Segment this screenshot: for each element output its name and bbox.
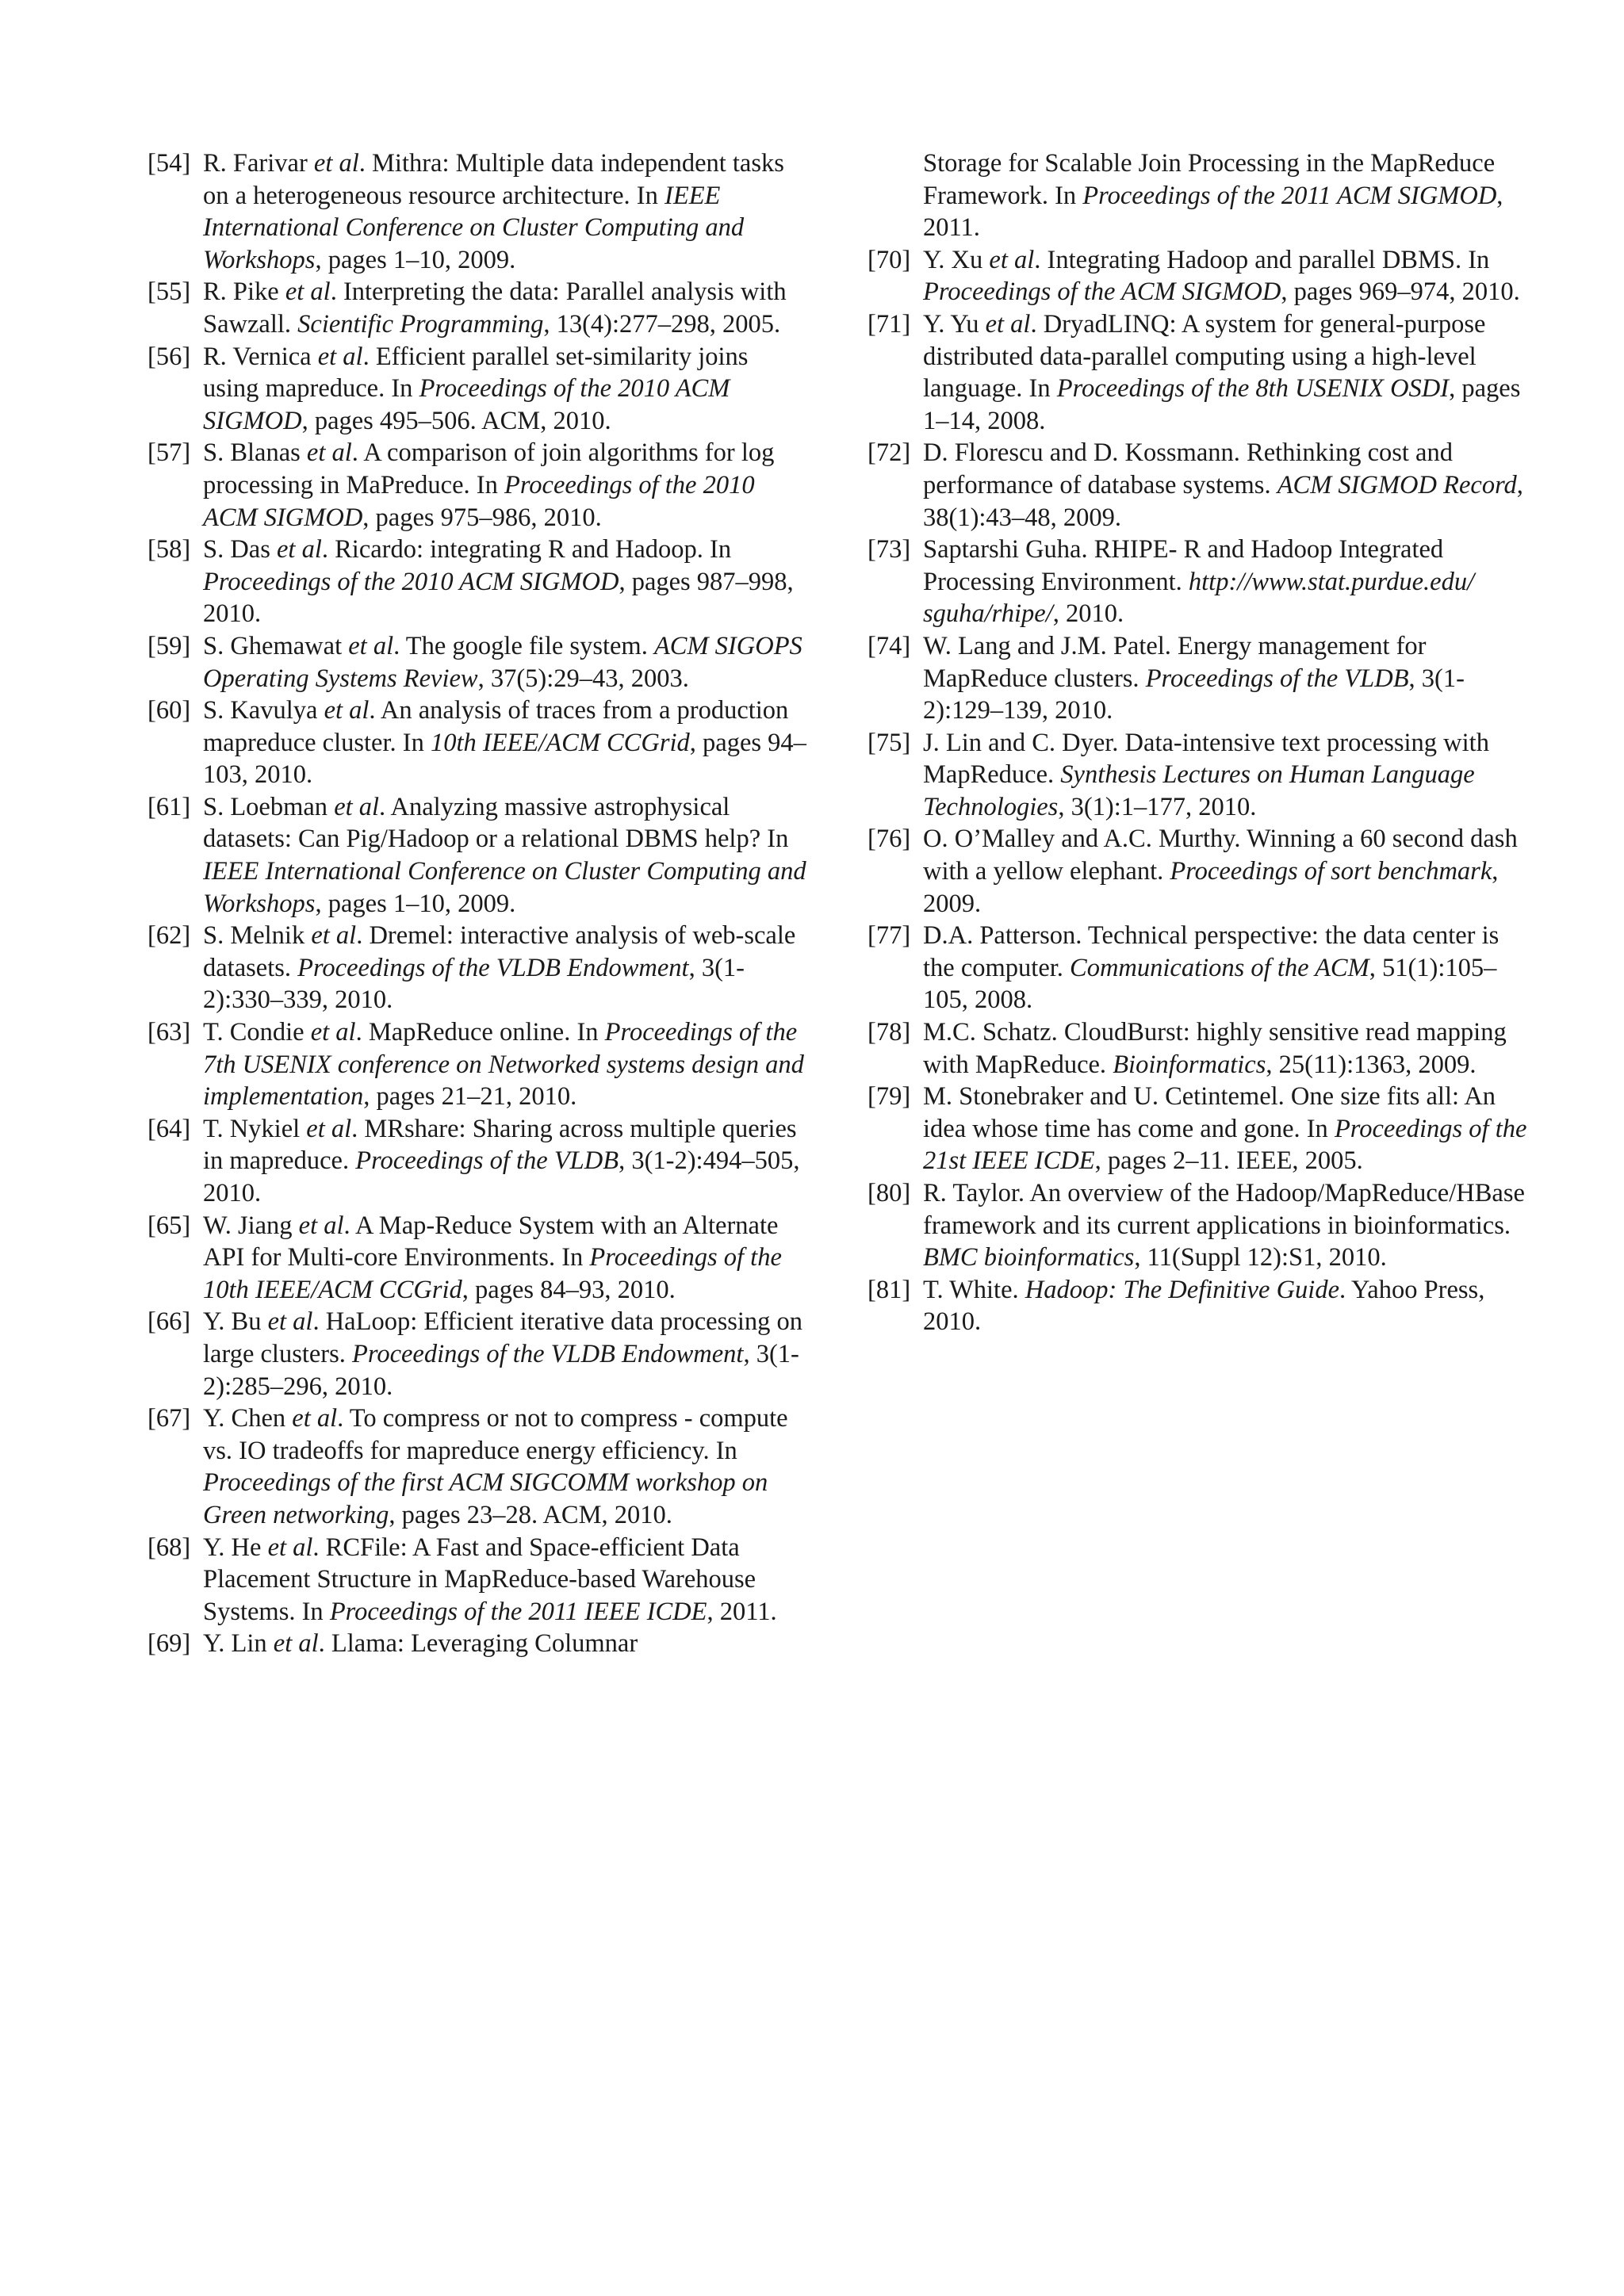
reference-segment: , 2009. <box>923 857 1499 918</box>
reference-segment: . Dremel: interactive analysis of web-scale datasets. <box>203 921 796 982</box>
reference-segment: . MapReduce online. In <box>355 1018 605 1047</box>
reference-text <box>923 437 1529 534</box>
reference-number: [62] <box>147 921 191 951</box>
reference-segment: , 3(1-2):285–296, 2010. <box>203 1339 799 1401</box>
reference-entry <box>868 437 1529 534</box>
reference-entry <box>147 920 809 1016</box>
reference-number: [80] <box>868 1179 911 1207</box>
reference-entry <box>868 308 1529 437</box>
reference-entry <box>868 534 1529 630</box>
reference-segment: O. O’Malley and A.C. Murthy. Winning a 60 second dash with a yellow elephant. <box>923 825 1518 886</box>
reference-text <box>923 308 1529 437</box>
reference-italic-segment: et al <box>306 1114 352 1143</box>
reference-number: [75] <box>868 728 911 757</box>
reference-entry <box>147 534 809 630</box>
reference-italic-segment: Synthesis Lectures on Human Language Technologies <box>923 760 1475 821</box>
reference-segment: Storage for Scalable Join Processing in the MapReduce Framework. In <box>923 149 1496 210</box>
reference-text <box>203 1532 809 1628</box>
reference-segment: . Interpreting the data: Parallel analysis with Sawzall. <box>203 277 787 339</box>
reference-entry <box>868 244 1529 308</box>
reference-text <box>203 1306 809 1402</box>
reference-text <box>923 147 1529 244</box>
reference-italic-segment: Proceedings of the VLDB <box>1145 664 1409 693</box>
reference-entry <box>147 630 809 695</box>
reference-number: [54] <box>147 149 191 178</box>
reference-segment: D.A. Patterson. Technical perspective: the data center is the computer. <box>923 921 1500 982</box>
reference-italic-segment: et al <box>311 921 357 951</box>
reference-number: [57] <box>147 438 191 468</box>
reference-number: [65] <box>147 1211 191 1240</box>
reference-italic-segment: Proceedings of the first ACM SIGCOMM workshop on Green networking <box>203 1468 768 1529</box>
reference-italic-segment: Proceedings of the 2010 ACM SIGMOD <box>203 470 755 532</box>
reference-entry <box>147 437 809 534</box>
reference-text <box>203 341 809 438</box>
reference-number: [72] <box>868 438 911 468</box>
reference-italic-segment: Proceedings of the 2011 IEEE ICDE <box>329 1597 707 1626</box>
reference-segment: W. Jiang <box>203 1211 299 1240</box>
reference-entry <box>147 1113 809 1210</box>
reference-number: [63] <box>147 1018 191 1047</box>
reference-number: [64] <box>147 1114 191 1143</box>
reference-segment: , pages 1–10, 2009. <box>315 245 516 274</box>
reference-segment: T. Nykiel <box>203 1114 307 1143</box>
reference-segment: . MRshare: Sharing across multiple queries in mapreduce. <box>203 1114 797 1176</box>
reference-segment: . RCFile: A Fast and Space-efficient Data Placement Structure in MapReduce-based Warehouse Systems. In <box>203 1533 756 1626</box>
reference-entry <box>868 630 1529 727</box>
reference-text <box>203 1210 809 1307</box>
reference-italic-segment: Proceedings of the 21st IEEE ICDE <box>923 1114 1527 1176</box>
reference-segment: . Yahoo Press, 2010. <box>923 1275 1485 1337</box>
reference-italic-segment: ACM SIGOPS Operating Systems Review <box>203 631 802 693</box>
reference-italic-segment: et al <box>298 1211 344 1240</box>
reference-segment: , pages 2–11. IEEE, 2005. <box>1094 1146 1363 1176</box>
reference-number: [81] <box>868 1275 911 1304</box>
reference-text <box>923 920 1529 1016</box>
reference-segment: . A comparison of join algorithms for log processing in MaPreduce. In <box>203 438 775 499</box>
reference-entry <box>868 920 1529 1016</box>
reference-segment: S. Das <box>203 535 277 564</box>
reference-segment: , pages 23–28. ACM, 2010. <box>389 1500 672 1529</box>
reference-segment: , 11(Suppl 12):S1, 2010. <box>1134 1243 1387 1272</box>
reference-text <box>203 1628 809 1660</box>
reference-segment: , 38(1):43–48, 2009. <box>923 470 1523 532</box>
reference-text <box>203 1402 809 1531</box>
reference-italic-segment: 10th IEEE/ACM CCGrid <box>430 728 690 757</box>
reference-text <box>923 1081 1529 1177</box>
reference-segment: J. Lin and C. Dyer. Data-intensive text processing with MapReduce. <box>923 728 1489 790</box>
reference-number: [58] <box>147 535 191 564</box>
reference-text <box>203 920 809 1016</box>
reference-entry <box>147 1210 809 1307</box>
reference-text <box>203 1016 809 1113</box>
reference-segment: , pages 495–506. ACM, 2010. <box>301 406 611 435</box>
reference-entry <box>147 1306 809 1402</box>
reference-segment: . Llama: Leveraging Columnar <box>318 1629 638 1659</box>
reference-italic-segment: Hadoop: The Definitive Guide <box>1025 1275 1340 1304</box>
reference-italic-segment: Proceedings of the 2010 ACM SIGMOD <box>203 374 730 435</box>
reference-text <box>923 823 1529 920</box>
reference-segment: . Ricardo: integrating R and Hadoop. In <box>321 535 732 564</box>
reference-segment: , 13(4):277–298, 2005. <box>543 309 781 339</box>
reference-entry <box>147 1016 809 1113</box>
reference-segment: M.C. Schatz. CloudBurst: highly sensitive read mapping with MapReduce. <box>923 1018 1507 1079</box>
reference-italic-segment: Proceedings of the VLDB Endowment <box>297 953 689 982</box>
reference-italic-segment: BMC bioinformatics <box>923 1243 1135 1272</box>
reference-segment: T. White. <box>923 1275 1025 1304</box>
reference-number: [79] <box>868 1082 911 1112</box>
reference-segment: , pages 1–10, 2009. <box>315 889 516 918</box>
reference-segment: . An analysis of traces from a production mapreduce cluster. In <box>203 696 789 757</box>
reference-italic-segment: et al <box>277 535 322 564</box>
reference-text <box>203 437 809 534</box>
reference-italic-segment: et al <box>310 1018 356 1047</box>
reference-text <box>203 534 809 630</box>
reference-text <box>923 534 1529 630</box>
reference-italic-segment: Proceedings of the 2011 ACM SIGMOD <box>1082 181 1497 210</box>
reference-number: [55] <box>147 277 191 307</box>
reference-segment: , 37(5):29–43, 2003. <box>477 664 689 693</box>
reference-segment: Y. Yu <box>923 309 986 339</box>
reference-segment: S. Blanas <box>203 438 307 468</box>
reference-italic-segment: et al <box>985 309 1031 339</box>
reference-number: [68] <box>147 1533 191 1562</box>
reference-entry <box>147 147 809 276</box>
reference-number: [77] <box>868 921 911 951</box>
reference-number: [76] <box>868 825 911 854</box>
reference-segment: S. Loebman <box>203 792 335 821</box>
reference-entry <box>147 1532 809 1628</box>
reference-italic-segment: ACM SIGMOD Record <box>1277 470 1517 499</box>
reference-italic-segment: IEEE International Conference on Cluster Computing and Workshops <box>203 181 745 274</box>
reference-italic-segment: Scientific Programming <box>297 309 544 339</box>
reference-entry <box>868 1081 1529 1177</box>
reference-segment: , 2011. <box>707 1597 777 1626</box>
reference-italic-segment: et al <box>267 1307 313 1337</box>
reference-segment: . Integrating Hadoop and parallel DBMS. In <box>1034 245 1490 274</box>
reference-segment: , 3(1-2):330–339, 2010. <box>203 953 745 1015</box>
reference-text <box>923 630 1529 727</box>
reference-text <box>203 630 809 695</box>
reference-segment: W. Lang and J.M. Patel. Energy management for MapReduce clusters. <box>923 631 1427 693</box>
reference-entry <box>868 1177 1529 1274</box>
reference-segment: . A Map-Reduce System with an Alternate API for Multi-core Environments. In <box>203 1211 779 1272</box>
reference-segment: D. Florescu and D. Kossmann. Rethinking cost and performance of database systems. <box>923 438 1453 499</box>
references-right-column <box>868 147 1529 1338</box>
reference-segment: Saptarshi Guha. RHIPE- R and Hadoop Integrated Processing Environment. <box>923 535 1444 596</box>
reference-number: [56] <box>147 342 191 371</box>
reference-entry <box>868 823 1529 920</box>
reference-text <box>923 244 1529 308</box>
reference-segment: Y. Chen <box>203 1404 293 1433</box>
reference-segment: . Efficient parallel set-similarity joins using mapreduce. In <box>203 342 749 404</box>
reference-segment: S. Ghemawat <box>203 631 349 660</box>
reference-number: [69] <box>147 1629 191 1659</box>
reference-italic-segment: Proceedings of the VLDB Endowment <box>352 1339 744 1368</box>
reference-segment: Y. Lin <box>203 1629 274 1659</box>
reference-entry <box>868 147 1529 244</box>
reference-number: [66] <box>147 1307 191 1337</box>
reference-italic-segment: Proceedings of the VLDB <box>355 1146 619 1176</box>
reference-segment: R. Vernica <box>203 342 318 371</box>
reference-entry <box>147 695 809 791</box>
reference-segment: Y. Xu <box>923 245 990 274</box>
reference-number: [59] <box>147 631 191 660</box>
reference-segment: S. Kavulya <box>203 696 324 725</box>
reference-segment: Y. Bu <box>203 1307 268 1337</box>
reference-segment: . Mithra: Multiple data independent tasks on a heterogeneous resource architecture. In <box>203 149 784 210</box>
reference-italic-segment: et al <box>267 1533 313 1562</box>
reference-text <box>923 1016 1529 1081</box>
reference-entry <box>868 727 1529 824</box>
reference-text <box>203 147 809 276</box>
reference-italic-segment: Proceedings of the 2010 ACM SIGMOD <box>203 567 619 596</box>
reference-segment: M. Stonebraker and U. Cetintemel. One size fits all: An idea whose time has come and gone. In <box>923 1082 1496 1143</box>
reference-entry <box>147 341 809 438</box>
reference-text <box>203 1113 809 1210</box>
reference-text <box>203 791 809 920</box>
reference-segment: . Analyzing massive astrophysical datasets: Can Pig/Hadoop or a relational DBMS help? In <box>203 792 789 854</box>
reference-text <box>203 695 809 791</box>
reference-segment: , 51(1):105–105, 2008. <box>923 953 1497 1015</box>
reference-segment: , 3(1-2):129–139, 2010. <box>923 664 1465 725</box>
reference-segment: S. Melnik <box>203 921 312 951</box>
reference-segment: . DryadLINQ: A system for general-purpose distributed data-parallel computing using a high-level language. In <box>923 309 1486 404</box>
reference-segment: . The google file system. <box>393 631 654 660</box>
reference-text <box>923 1274 1529 1338</box>
reference-segment: , 2010. <box>1052 599 1124 629</box>
reference-segment: R. Farivar <box>203 149 314 178</box>
reference-segment: , pages 21–21, 2010. <box>363 1082 577 1112</box>
reference-italic-segment: et al <box>273 1629 319 1659</box>
reference-italic-segment: et al <box>313 149 359 178</box>
reference-italic-segment: et al <box>989 245 1035 274</box>
reference-segment: , pages 969–974, 2010. <box>1281 277 1520 307</box>
reference-number: [67] <box>147 1404 191 1433</box>
reference-number: [73] <box>868 535 911 564</box>
reference-italic-segment: Proceedings of the 7th USENIX conference on Networked systems design and implementation <box>203 1018 804 1112</box>
reference-italic-segment: http://www.stat.purdue.edu/ sguha/rhipe/ <box>923 567 1475 629</box>
reference-segment: , 25(11):1363, 2009. <box>1266 1050 1477 1079</box>
reference-number: [61] <box>147 792 191 821</box>
reference-italic-segment: Proceedings of the 8th USENIX OSDI <box>1056 374 1450 404</box>
reference-text <box>203 276 809 340</box>
reference-entry <box>868 1016 1529 1081</box>
reference-segment: , pages 975–986, 2010. <box>362 503 602 532</box>
reference-segment: Y. He <box>203 1533 268 1562</box>
reference-segment: R. Taylor. An overview of the Hadoop/MapReduce/HBase framework and its current applications in bioinformatics. <box>923 1179 1525 1240</box>
reference-segment: R. Pike <box>203 277 285 307</box>
reference-segment: , pages 987–998, 2010. <box>203 567 794 629</box>
reference-italic-segment: Proceedings of sort benchmark <box>1170 857 1492 886</box>
reference-text <box>923 1177 1529 1274</box>
reference-italic-segment: et al <box>292 1404 338 1433</box>
reference-italic-segment: Communications of the ACM <box>1070 953 1369 982</box>
reference-italic-segment: et al <box>306 438 352 468</box>
reference-segment: , pages 84–93, 2010. <box>462 1275 676 1304</box>
reference-italic-segment: et al <box>324 696 370 725</box>
reference-italic-segment: Proceedings of the ACM SIGMOD <box>923 277 1281 307</box>
reference-number: [71] <box>868 309 911 339</box>
reference-italic-segment: et al <box>334 792 380 821</box>
reference-entry <box>147 1628 809 1660</box>
reference-italic-segment: Proceedings of the 10th IEEE/ACM CCGrid <box>203 1243 782 1304</box>
reference-segment: T. Condie <box>203 1018 311 1047</box>
reference-segment: , 2011. <box>923 181 1503 243</box>
reference-italic-segment: et al <box>348 631 394 660</box>
reference-number: [70] <box>868 245 911 274</box>
reference-entry <box>147 276 809 340</box>
reference-italic-segment: et al <box>317 342 363 371</box>
reference-segment: , 3(1-2):494–505, 2010. <box>203 1146 800 1207</box>
reference-entry <box>868 1274 1529 1338</box>
reference-italic-segment: et al <box>285 277 331 307</box>
reference-segment: , pages 1–14, 2008. <box>923 374 1521 435</box>
reference-segment: , 3(1):1–177, 2010. <box>1058 792 1257 821</box>
reference-entry <box>147 791 809 920</box>
reference-italic-segment: Bioinformatics <box>1113 1050 1266 1079</box>
reference-number: [74] <box>868 631 911 660</box>
references-left-column <box>147 147 809 1660</box>
reference-italic-segment: IEEE International Conference on Cluster Computing and Workshops <box>203 857 806 918</box>
reference-number: [60] <box>147 696 191 725</box>
reference-text <box>923 727 1529 824</box>
reference-entry <box>147 1402 809 1531</box>
reference-segment: . To compress or not to compress - compute vs. IO tradeoffs for mapreduce energy efficiency. In <box>203 1404 788 1465</box>
reference-segment: . HaLoop: Efficient iterative data processing on large clusters. <box>203 1307 803 1368</box>
reference-number: [78] <box>868 1018 911 1047</box>
reference-segment: , pages 94–103, 2010. <box>203 728 806 790</box>
